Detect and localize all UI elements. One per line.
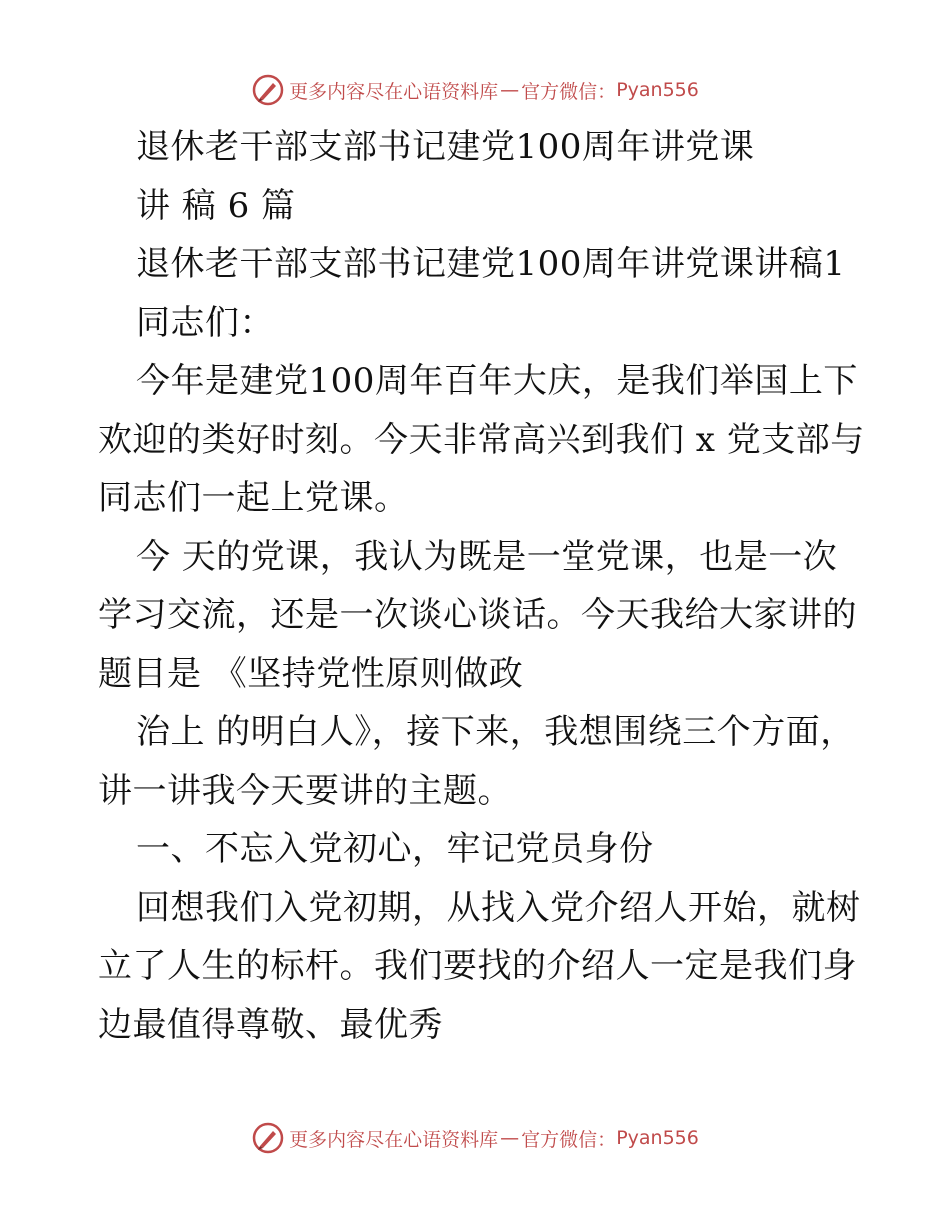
doc-subtitle: 退休老干部支部书记建党100周年讲党课讲稿1 (136, 244, 846, 284)
watermark-text: 更多内容尽在心语资料库 (289, 1128, 499, 1151)
watermark-text: 更多内容尽在心语资料库 (289, 80, 499, 103)
doc-salutation: 同志们： (136, 302, 274, 343)
watermark-wechat-id: Pyan556 (616, 1127, 699, 1149)
pen-logo-icon (251, 1121, 285, 1155)
doc-paragraph-line: 今年是建党100周年百年大庆，是我们举国上下 (136, 361, 858, 401)
doc-paragraph-line: 学习交流，还是一次谈心谈话。今天我给大家讲的 (98, 595, 857, 635)
doc-title-line-2: 讲 稿 6 篇 (136, 185, 296, 226)
watermark-separator: — (500, 1127, 520, 1149)
doc-paragraph-line: 立了人生的标杆。我们要找的介绍人一定是我们身 (98, 946, 857, 986)
doc-title-line-1: 退休老干部支部书记建党100周年讲党课 (136, 127, 755, 167)
doc-paragraph-line: 治上 的明白人》，接下来，我想围绕三个方面， (136, 712, 855, 752)
watermark-wechat-label: 官方微信： (521, 80, 617, 103)
watermark-separator: — (500, 79, 520, 101)
doc-paragraph-line: 今 天的党课，我认为既是一堂党课，也是一次 (136, 536, 838, 577)
watermark-wechat-id: Pyan556 (616, 79, 699, 101)
doc-paragraph-line: 回想我们入党初期，从找入党介绍人开始，就树 (136, 887, 861, 928)
watermark-banner-top (0, 70, 950, 110)
doc-paragraph-line: 讲一讲我今天要讲的主题。 (98, 770, 512, 811)
doc-paragraph-line: 题目是 《坚持党性原则做政 (98, 653, 524, 694)
watermark-wechat-label: 官方微信： (521, 1128, 617, 1151)
pen-logo-icon (251, 73, 285, 107)
document-body (98, 118, 865, 1054)
doc-section-heading: 一、不忘入党初心，牢记党员身份 (136, 829, 654, 869)
doc-paragraph-line: 边最值得尊敬、最优秀 (98, 1004, 443, 1045)
doc-paragraph-line: 同志们一起上党课。 (98, 478, 409, 518)
doc-paragraph-line: 欢迎的类好时刻。今天非常高兴到我们 x 党支部与 (98, 419, 865, 460)
watermark-banner-bottom (0, 1118, 950, 1158)
